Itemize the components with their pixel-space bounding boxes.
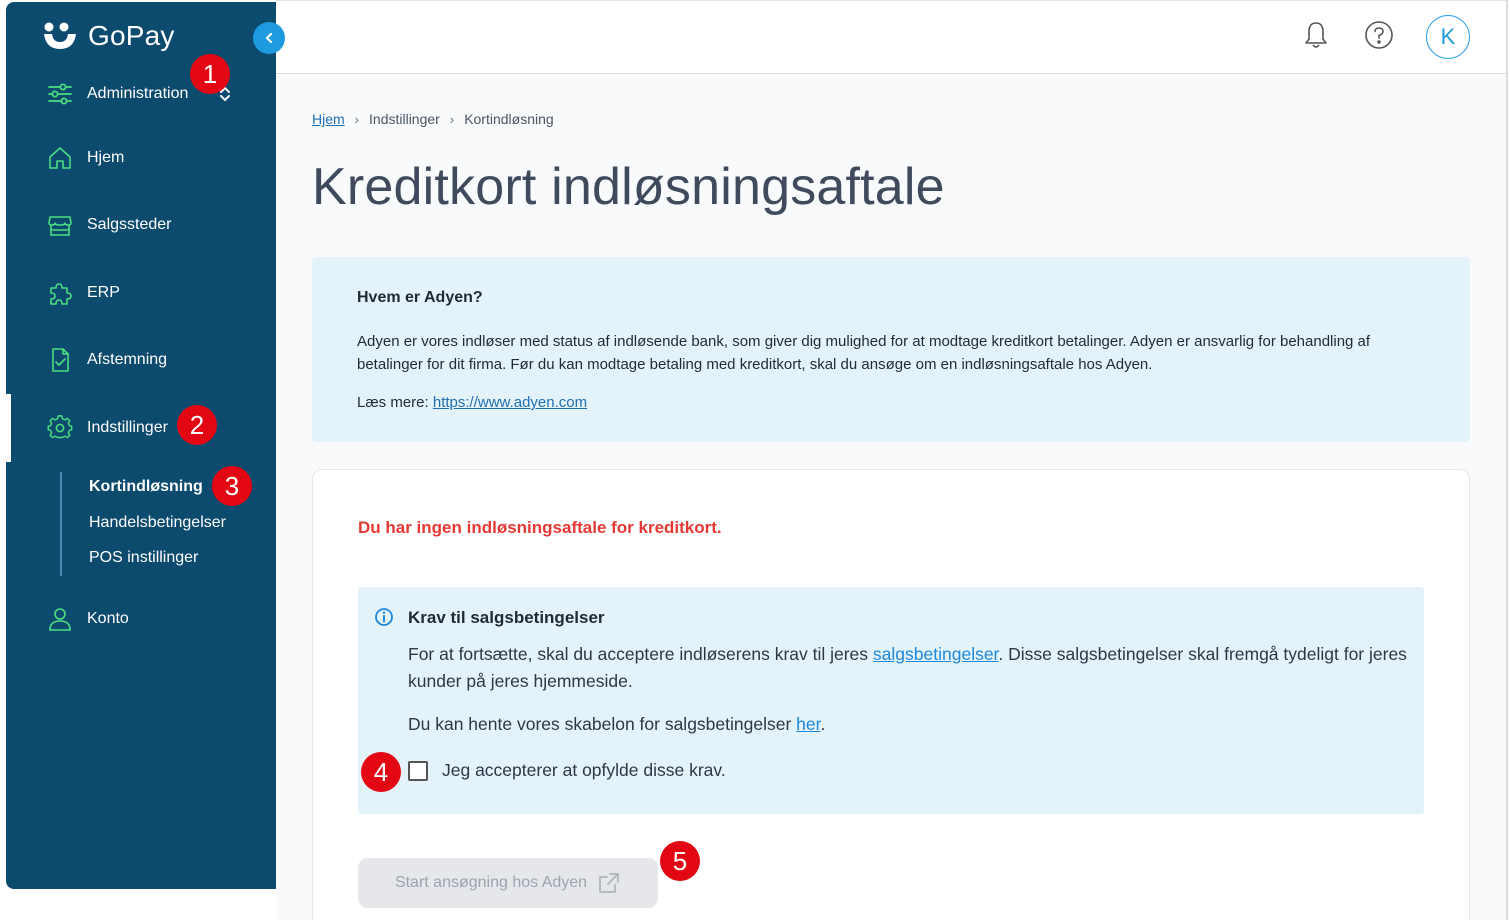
sidebar (6, 2, 276, 889)
sidebar-item-label: Konto (87, 610, 129, 627)
info-icon (374, 607, 394, 627)
gear-icon (46, 414, 74, 442)
accept-checkbox[interactable] (408, 761, 428, 781)
sliders-icon (46, 80, 74, 108)
bell-icon (1302, 20, 1330, 50)
no-agreement-error: Du har ingen indløsningsaftale for kreditkort. (358, 518, 722, 537)
breadcrumb-link-hjem[interactable]: Hjem (312, 111, 345, 127)
requirements-text-part: . Disse salgsbetingelser skal fremgå tydeligt for jeres kunder på jeres hjemmeside. (408, 644, 1407, 691)
gopay-logo[interactable] (42, 20, 175, 52)
sidebar-item-label: Afstemning (87, 351, 168, 368)
sidebar-item-konto[interactable] (46, 604, 129, 634)
annotation-badge-1: 1 (190, 54, 230, 94)
annotation-badge-5: 5 (660, 841, 700, 881)
annotation-badge-3: 3 (212, 466, 252, 506)
puzzle-icon (46, 279, 74, 307)
sidebar-item-label: ERP (87, 284, 120, 301)
administration-label: Administration (87, 85, 189, 102)
document-check-icon (46, 346, 74, 374)
external-link-icon (597, 871, 621, 895)
breadcrumb-current: Kortindløsning (464, 111, 554, 127)
chevron-right-icon: › (354, 111, 360, 127)
sidebar-item-afstemning[interactable] (46, 345, 167, 375)
sub-item-kortindlosning[interactable]: Kortindløsning (89, 478, 203, 495)
sub-item-pos-instillinger[interactable]: POS instillinger (89, 549, 199, 566)
avatar[interactable]: K (1426, 15, 1470, 59)
sub-item-handelsbetingelser[interactable]: Handelsbetingelser (89, 514, 226, 531)
info-paragraph: Adyen er vores indløser med status af indløsende bank, som giver dig mulighed for at modtage kreditkort betalinger. Adyen er ansvarlig for behandling af betalinger for dit firma. Før du kan modtage betaling med kreditkort, skal du ansøge om en indløsningsaftale hos Adyen. (357, 333, 1371, 373)
notifications-button[interactable] (1301, 20, 1331, 50)
template-text (408, 714, 825, 735)
gopay-logo-icon (42, 21, 78, 51)
sidebar-item-label: Salgssteder (87, 216, 172, 233)
template-text-end: . (820, 714, 826, 734)
help-button[interactable] (1364, 20, 1394, 50)
accept-requirements-row[interactable] (408, 760, 726, 781)
sidebar-item-hjem[interactable] (46, 143, 124, 173)
annotation-badge-2: 2 (177, 405, 217, 445)
sidebar-item-erp[interactable] (46, 278, 120, 308)
requirements-box (358, 587, 1424, 814)
requirements-title: Krav til salgsbetingelser (408, 608, 605, 627)
sidebar-item-indstillinger[interactable] (46, 413, 168, 443)
sidebar-item-label: Indstillinger (87, 419, 168, 436)
home-icon (46, 144, 74, 172)
store-icon (46, 211, 74, 239)
info-more-label: Læs mere: (357, 394, 429, 411)
question-icon (1364, 20, 1394, 50)
accept-checkbox-label[interactable]: Jeg accepterer at opfylde disse krav. (442, 760, 726, 780)
active-indicator (6, 394, 11, 462)
template-text-part: Du kan hente vores skabelon for salgsbetingelser (408, 714, 792, 734)
info-more (357, 394, 587, 411)
sidebar-item-label: Hjem (87, 149, 125, 166)
adyen-link[interactable]: https://www.adyen.com (432, 394, 588, 411)
start-application-button[interactable] (358, 858, 658, 908)
sidebar-item-salgssteder[interactable] (46, 210, 172, 240)
annotation-badge-4: 4 (361, 752, 401, 792)
user-icon (46, 605, 74, 633)
window-edge (1506, 0, 1508, 920)
requirements-text (408, 641, 1408, 695)
template-link[interactable]: her (796, 714, 821, 734)
main-content (276, 75, 1506, 920)
start-application-label: Start ansøgning hos Adyen (394, 874, 588, 891)
adyen-info-box (312, 257, 1470, 442)
breadcrumb (312, 111, 554, 127)
collapse-sidebar-button[interactable] (253, 22, 285, 54)
chevron-right-icon: › (449, 111, 455, 127)
breadcrumb-item: Indstillinger (369, 111, 440, 127)
page-title: Kreditkort indløsningsaftale (312, 158, 945, 216)
info-heading: Hvem er Adyen? (357, 289, 483, 306)
chevron-left-icon (263, 31, 275, 45)
requirements-text-part: For at fortsætte, skal du acceptere indløserens krav til jeres (408, 644, 869, 664)
logo-text: GoPay (88, 20, 175, 51)
salgsbetingelser-link[interactable]: salgsbetingelser (872, 644, 999, 664)
submenu-line (60, 472, 62, 576)
agreement-card (312, 469, 1470, 920)
